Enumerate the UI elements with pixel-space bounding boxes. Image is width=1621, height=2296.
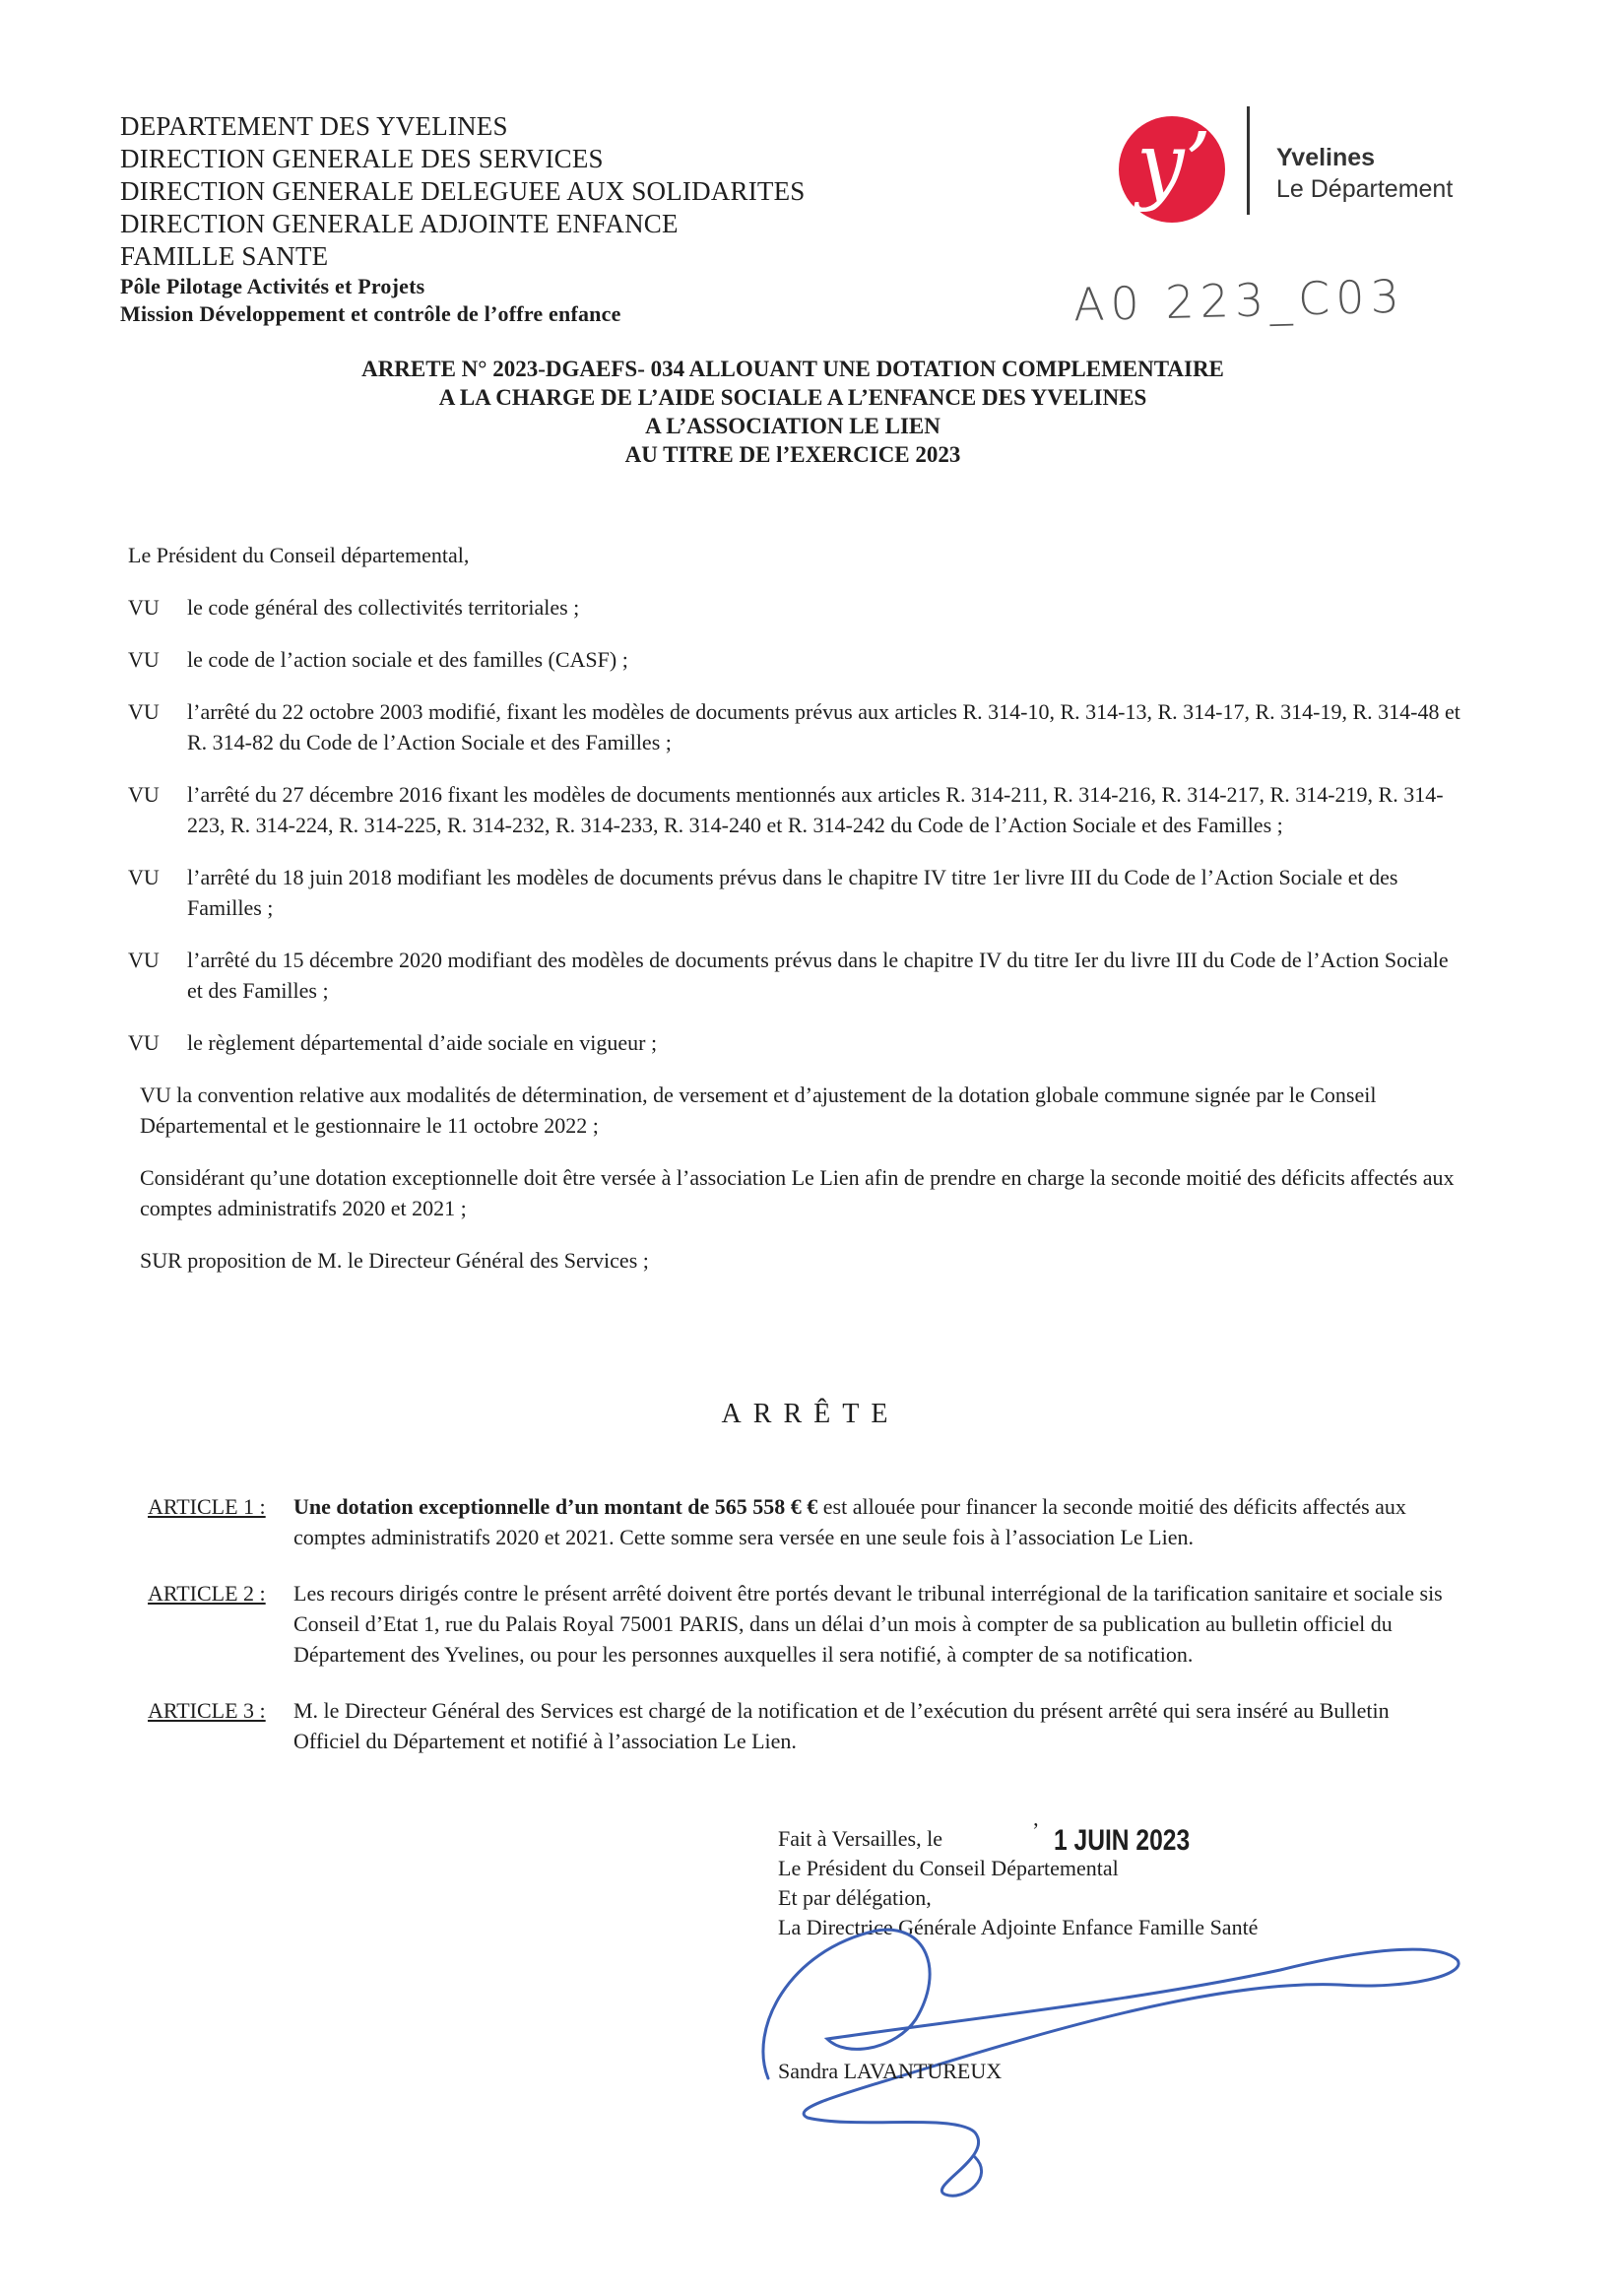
- vu-item: [128, 1027, 1467, 1058]
- vu-item: [128, 644, 1467, 675]
- vu-label: VU: [128, 699, 160, 724]
- logo-mark: y’: [1136, 115, 1211, 214]
- article-text: [293, 1491, 1458, 1552]
- vu-label: VU: [128, 948, 160, 972]
- vu-label: VU: [128, 647, 160, 672]
- header-line: FAMILLE SANTE: [120, 241, 329, 271]
- header-line: DIRECTION GENERALE DELEGUEE AUX SOLIDARITES: [120, 176, 806, 206]
- logo-divider: [1247, 106, 1250, 215]
- article: [148, 1491, 1458, 1552]
- handwritten-reference: A0 223_C03: [1072, 269, 1406, 332]
- preamble: [128, 540, 1467, 1276]
- vu-text: le code général des collectivités territoriales ;: [187, 595, 580, 620]
- vu-item: [128, 696, 1467, 757]
- article-label: ARTICLE 3 :: [148, 1698, 266, 1723]
- signature-line: La Directrice Générale Adjointe Enfance Famille Santé: [778, 1915, 1259, 1939]
- article-body: est allouée pour financer la seconde moitié des déficits affectés aux comptes administratifs 2020 et 2021. Cette somme sera versée en une seule fois à l’association Le Lien.: [293, 1494, 1406, 1549]
- article-amount: Une dotation exceptionnelle d’un montant de 565 558 € €: [293, 1494, 818, 1519]
- intro-text: Le Président du Conseil départemental,: [128, 543, 470, 567]
- date-stamp-mark: ʼ: [1032, 1818, 1040, 1843]
- logo-subtitle: Le Département: [1276, 175, 1454, 203]
- header-line: DEPARTEMENT DES YVELINES: [120, 111, 508, 141]
- vu-text: le règlement départemental d’aide sociale en vigueur ;: [187, 1030, 658, 1055]
- signature-line: Le Président du Conseil Départemental: [778, 1856, 1119, 1880]
- header-line: DIRECTION GENERALE DES SERVICES: [120, 144, 604, 173]
- header-line: DIRECTION GENERALE ADJOINTE ENFANCE: [120, 209, 679, 238]
- arrete-heading: ARRÊTE: [721, 1399, 900, 1429]
- sur-proposition: SUR proposition de M. le Directeur Général des Services ;: [140, 1248, 649, 1273]
- header-subline: Mission Développement et contrôle de l’offre enfance: [120, 301, 621, 326]
- vu-item: [128, 779, 1467, 840]
- header-subline: Pôle Pilotage Activités et Projets: [120, 274, 425, 298]
- article: [148, 1578, 1458, 1670]
- vu-text: l’arrêté du 18 juin 2018 modifiant les modèles de documents prévus dans le chapitre IV titre 1er livre III du Code de l’Action Sociale et des Familles ;: [187, 865, 1398, 920]
- signature-line: Et par délégation,: [778, 1885, 932, 1910]
- vu-text: le code de l’action sociale et des familles (CASF) ;: [187, 647, 628, 672]
- vu-label: VU: [128, 782, 160, 807]
- vu-convention: VU la convention relative aux modalités de détermination, de versement et d’ajustement de la dotation globale commune signée par le Conseil Départemental et le gestionnaire le 11 octobre 2022 ;: [140, 1082, 1377, 1138]
- title-line: A L’ASSOCIATION LE LIEN: [645, 414, 940, 438]
- yvelines-logo: [1119, 106, 1473, 215]
- logo-name: Yvelines: [1276, 144, 1376, 171]
- article: [148, 1695, 1458, 1756]
- vu-item: [128, 592, 1467, 623]
- header-block: [120, 110, 806, 328]
- article-body: Les recours dirigés contre le présent arrêté doivent être portés devant le tribunal interrégional de la tarification sanitaire et sociale sis Conseil d’Etat 1, rue du Palais Royal 75001 PARIS, dans un délai d’un mois à compter de sa publication au bulletin officiel du Département des Yvelines, ou pour les personnes auxquelles il sera notifié, à compter de sa notification.: [293, 1581, 1443, 1667]
- vu-label: VU: [128, 595, 160, 620]
- article-label: ARTICLE 1 :: [148, 1494, 266, 1519]
- title-line: ARRETE N° 2023-DGAEFS- 034 ALLOUANT UNE DOTATION COMPLEMENTAIRE: [361, 357, 1224, 381]
- title-line: AU TITRE DE l’EXERCICE 2023: [624, 442, 961, 467]
- vu-item: [128, 945, 1467, 1006]
- considerant: Considérant qu’une dotation exceptionnelle doit être versée à l’association Le Lien afin de prendre en charge la seconde moitié des déficits affectés aux comptes administratifs 2020 et 2021 ;: [140, 1165, 1455, 1220]
- signature-date: 1 JUIN 2023: [1054, 1824, 1191, 1857]
- vu-text: l’arrêté du 15 décembre 2020 modifiant des modèles de documents prévus dans le chapitre IV du titre Ier du livre III du Code de l’Action Sociale et des Familles ;: [187, 948, 1449, 1003]
- vu-item: [128, 862, 1467, 923]
- articles: [148, 1491, 1458, 1756]
- vu-text: l’arrêté du 22 octobre 2003 modifié, fixant les modèles de documents prévus aux articles R. 314-10, R. 314-13, R. 314-17, R. 314-19, R. 314-48 et R. 314-82 du Code de l’Action Sociale et des Familles ;: [187, 699, 1460, 754]
- signature-place: Fait à Versailles, le: [778, 1826, 942, 1851]
- article-body: M. le Directeur Général des Services est chargé de la notification et de l’exécution du présent arrêté qui sera inséré au Bulletin Officiel du Département et notifié à l’association Le Lien.: [293, 1698, 1390, 1753]
- signatory-name: Sandra LAVANTUREUX: [778, 2059, 1003, 2083]
- article-label: ARTICLE 2 :: [148, 1581, 266, 1606]
- title-line: A LA CHARGE DE L’AIDE SOCIALE A L’ENFANCE DES YVELINES: [438, 385, 1147, 410]
- vu-label: VU: [128, 1030, 160, 1055]
- decree-title: [227, 355, 1359, 469]
- vu-text: l’arrêté du 27 décembre 2016 fixant les modèles de documents mentionnés aux articles R. 314-211, R. 314-216, R. 314-217, R. 314-219, R. 314-223, R. 314-224, R. 314-225, R. 314-232, R. 314-233, R. 314-240 et R. 314-242 du Code de l’Action Sociale et des Familles ;: [187, 782, 1444, 837]
- vu-label: VU: [128, 865, 160, 889]
